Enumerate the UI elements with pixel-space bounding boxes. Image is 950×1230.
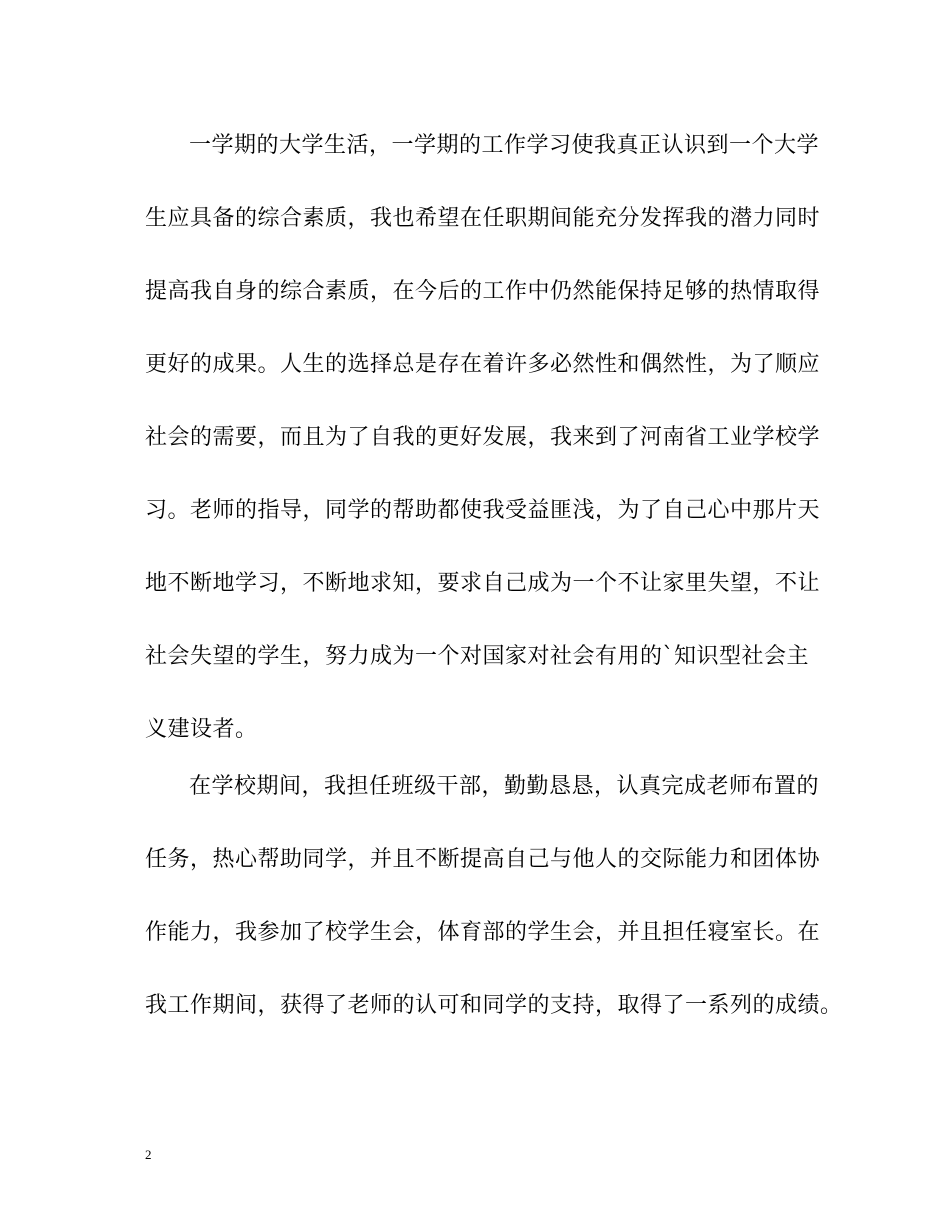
paragraph-line: 义建设者。	[145, 717, 258, 742]
paragraph-line: 作能力，我参加了校学生会，体育部的学生会，并且担任寝室长。在	[145, 920, 821, 945]
paragraph-line: 更好的成果。人生的选择总是存在着许多必然性和偶然性，为了顺应	[145, 352, 821, 377]
paragraph-line: 我工作期间，获得了老师的认可和同学的支持，取得了一系列的成绩。	[145, 993, 843, 1018]
paragraph-line: 任务，热心帮助同学，并且不断提高自己与他人的交际能力和团体协	[145, 847, 821, 872]
paragraph-line: 生应具备的综合素质，我也希望在任职期间能充分发挥我的潜力同时	[145, 206, 821, 231]
paragraph-line: 习。老师的指导，同学的帮助都使我受益匪浅，为了自己心中那片天	[145, 498, 821, 523]
paragraph-line: 在学校期间，我担任班级干部，勤勤恳恳，认真完成老师布置的	[189, 774, 820, 799]
paragraph-line: 社会的需要，而且为了自我的更好发展，我来到了河南省工业学校学	[145, 425, 821, 450]
paragraph-line: 一学期的大学生活，一学期的工作学习使我真正认识到一个大学	[189, 133, 820, 158]
paragraph-line: 地不断地学习，不断地求知，要求自己成为一个不让家里失望，不让	[145, 571, 821, 596]
page-number: 2	[145, 1147, 152, 1162]
paragraph-line: 社会失望的学生，努力成为一个对国家对社会有用的`知识型社会主	[145, 644, 810, 669]
paragraph-line: 提高我自身的综合素质，在今后的工作中仍然能保持足够的热情取得	[145, 279, 821, 304]
